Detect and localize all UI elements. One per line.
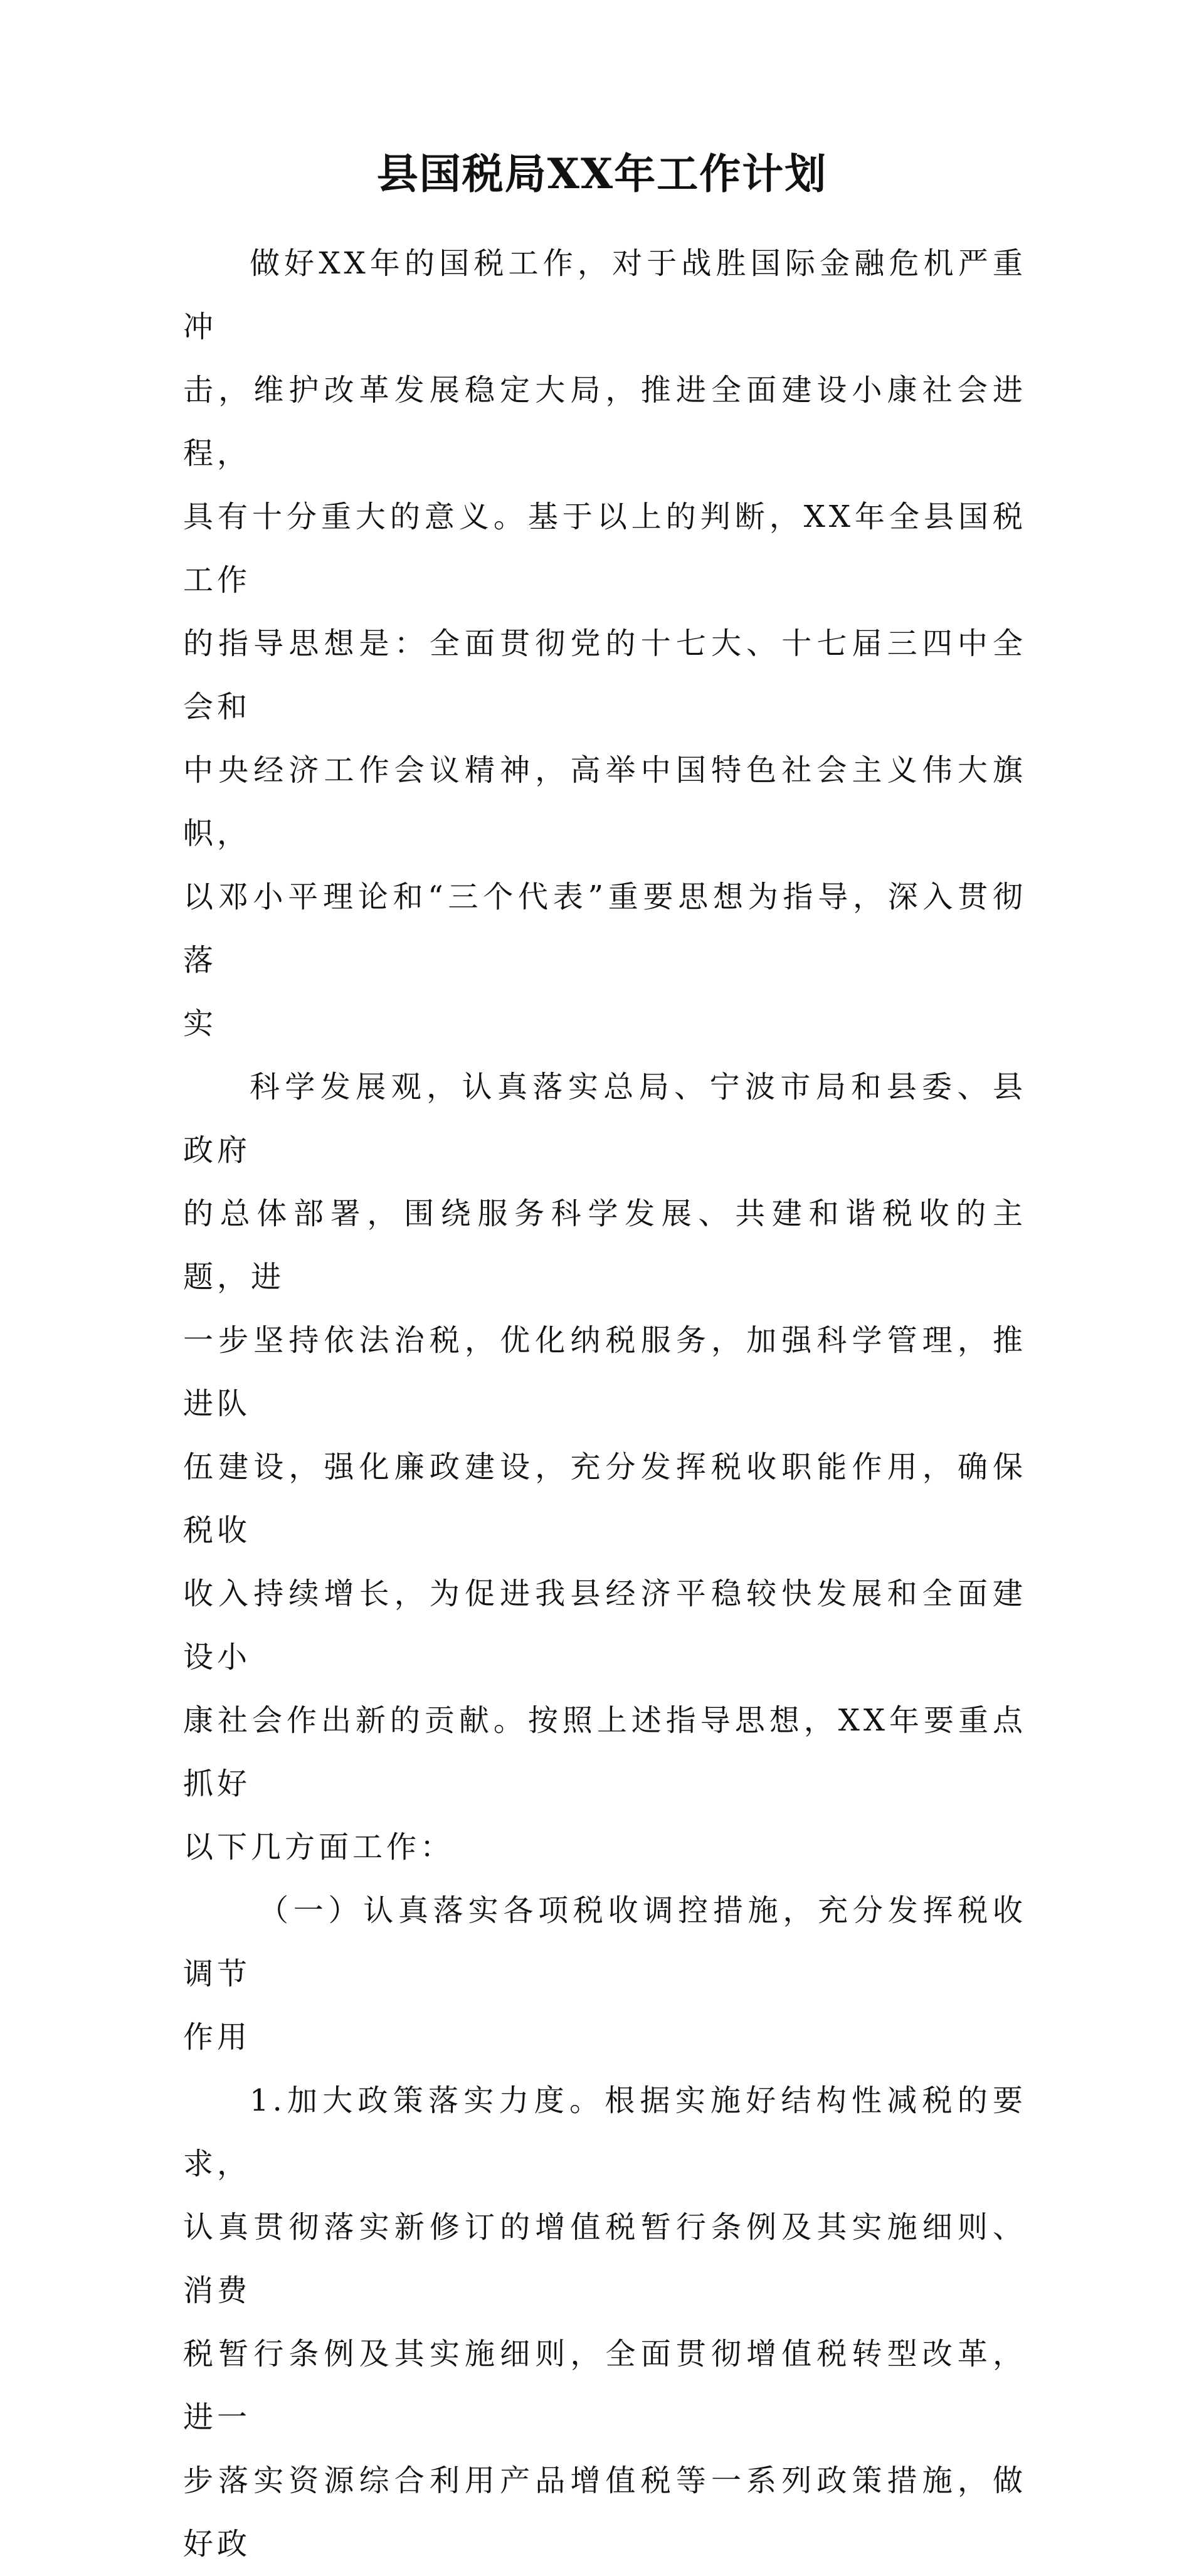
text-line: 伍建设，强化廉政建设，充分发挥税收职能作用，确保税收 bbox=[183, 1450, 1027, 1548]
text-line: 认真贯彻落实新修订的增值税暂行条例及其实施细则、消费 bbox=[183, 2210, 1027, 2308]
text-line: 以邓小平理论和“三个代表”重要思想为指导，深入贯彻落 bbox=[183, 879, 1027, 978]
text-line: 康社会作出新的贡献。按照上述指导思想，XX年要重点抓好 bbox=[183, 1703, 1027, 1801]
paragraph-intro bbox=[183, 232, 1027, 1056]
text-line: 步落实资源综合利用产品增值税等一系列政策措施，做好政 bbox=[183, 2463, 1027, 2562]
document-title: 县国税局XX年工作计划 bbox=[376, 149, 828, 198]
section-heading-1 bbox=[183, 1879, 1027, 2069]
text-line: 1.加大政策落实力度。根据实施好结构性减税的要求， bbox=[183, 2083, 1027, 2181]
paragraph-policy bbox=[183, 2069, 1027, 2576]
text-line: 的总体部署，围绕服务科学发展、共建和谐税收的主题，进 bbox=[183, 1196, 1027, 1295]
text-line: 收入持续增长，为促进我县经济平稳较快发展和全面建设小 bbox=[183, 1576, 1027, 1675]
text-line: 一步坚持依法治税，优化纳税服务，加强科学管理，推进队 bbox=[183, 1323, 1027, 1421]
text-line: 做好XX年的国税工作，对于战胜国际金融危机严重冲 bbox=[183, 246, 1027, 344]
text-line: 税暂行条例及其实施细则，全面贯彻增值税转型改革，进一 bbox=[183, 2336, 1027, 2435]
text-line: 实 bbox=[183, 1006, 218, 1041]
text-line: （一）认真落实各项税收调控措施，充分发挥税收调节 bbox=[183, 1893, 1027, 1991]
text-line: 科学发展观，认真落实总局、宁波市局和县委、县政府 bbox=[183, 1069, 1027, 1168]
text-line: 具有十分重大的意义。基于以上的判断，XX年全县国税工作 bbox=[183, 499, 1027, 598]
text-line: 作用 bbox=[183, 2020, 251, 2055]
text-line: 的指导思想是：全面贯彻党的十七大、十七届三四中全会和 bbox=[183, 626, 1027, 724]
paragraph-guidance bbox=[183, 1056, 1027, 1879]
text-line: 以下几方面工作： bbox=[183, 1830, 455, 1865]
document-body bbox=[183, 232, 1027, 2576]
text-line: 击，维护改革发展稳定大局，推进全面建设小康社会进程， bbox=[183, 373, 1027, 471]
text-line: 中央经济工作会议精神，高举中国特色社会主义伟大旗帜， bbox=[183, 753, 1027, 851]
